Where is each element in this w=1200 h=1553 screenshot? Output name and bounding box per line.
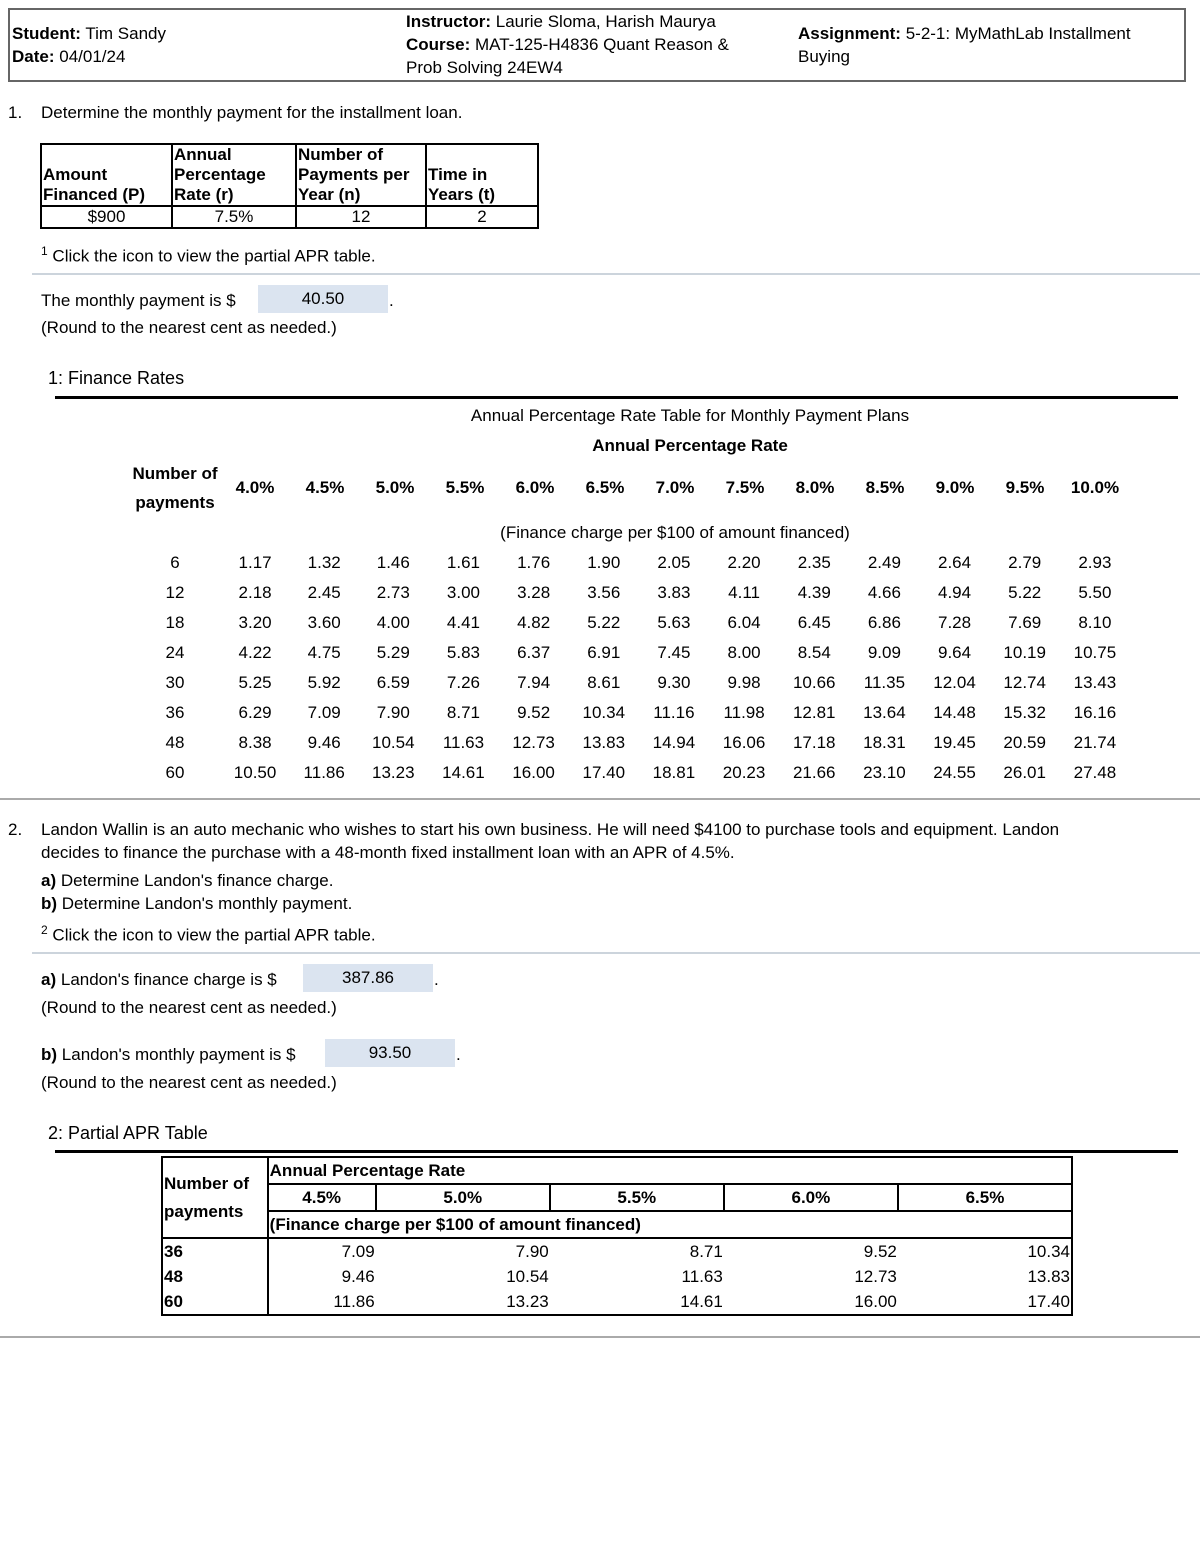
rate-header: 4.5% xyxy=(305,478,345,497)
header-box xyxy=(8,8,1186,82)
payments-count: 60 xyxy=(165,763,185,782)
finance-charge-cell: 4.39 xyxy=(797,583,831,602)
finance-charge-cell: 14.94 xyxy=(652,733,696,752)
finance-charge-cell: 10.66 xyxy=(792,673,836,692)
q2-round-note-b: (Round to the nearest cent as needed.) xyxy=(41,1073,337,1092)
finance-charge-cell: 6.45 xyxy=(797,613,831,632)
finance-charge-cell: 8.71 xyxy=(689,1241,723,1261)
finance-charge-cell: 21.66 xyxy=(792,763,836,782)
finance-charge-cell: 5.92 xyxy=(307,673,341,692)
finance-charge-cell: 9.30 xyxy=(657,673,691,692)
finance-charge-cell: 18.81 xyxy=(652,763,696,782)
q2-footnote-text: Click the icon to view the partial APR table. xyxy=(52,925,376,945)
student-info xyxy=(12,22,166,68)
finance-charge-cell: 2.35 xyxy=(797,553,831,572)
finance-charge-cell: 1.76 xyxy=(517,553,551,572)
finance-charge-cell: 7.09 xyxy=(307,703,341,722)
payments-count: 36 xyxy=(165,703,185,722)
payments-count: 12 xyxy=(165,583,185,602)
finance-charge-cell: 5.63 xyxy=(657,613,691,632)
finance-charge-cell: 3.00 xyxy=(446,583,480,602)
instructor-info xyxy=(406,10,729,79)
finance-charge-cell: 13.83 xyxy=(582,733,626,752)
q2-round-note-a: (Round to the nearest cent as needed.) xyxy=(41,998,337,1017)
finance-charge-cell: 17.40 xyxy=(582,763,626,782)
finance-charge-cell: 9.09 xyxy=(867,643,901,662)
finance-charge-cell: 16.06 xyxy=(722,733,766,752)
finance-charge-cell: 10.34 xyxy=(582,703,626,722)
partial-apr-rule xyxy=(55,1150,1178,1153)
finance-charge-cell: 4.00 xyxy=(376,613,410,632)
finance-rates-rule xyxy=(55,396,1178,399)
rate-header: 7.0% xyxy=(655,478,695,497)
course-label: Course: xyxy=(406,35,471,54)
finance-charge-cell: 10.50 xyxy=(233,763,277,782)
finance-charge-cell: 11.63 xyxy=(442,733,485,752)
finance-charge-cell: 17.18 xyxy=(792,733,836,752)
finance-charge-cell: 20.59 xyxy=(1003,733,1046,752)
finance-charge-cell: 4.11 xyxy=(728,583,760,602)
finance-charge-cell: 6.29 xyxy=(238,703,272,722)
finance-charge-cell: 12.74 xyxy=(1003,673,1046,692)
assignment-info xyxy=(798,22,1131,68)
finance-charge-cell: 4.75 xyxy=(307,643,341,662)
finance-charge-cell: 6.37 xyxy=(517,643,551,662)
rate-header: 4.0% xyxy=(235,478,275,497)
finance-charge-cell: 8.54 xyxy=(797,643,831,662)
finance-charge-cell: 13.83 xyxy=(898,1264,1072,1289)
finance-charge-cell: 19.45 xyxy=(933,733,976,752)
q2-footnote[interactable] xyxy=(41,919,376,947)
q1-answer-prefix: The monthly payment is $ xyxy=(41,291,236,310)
finance-charge-cell: 2.05 xyxy=(657,553,691,572)
q2-part-a: a) Determine Landon's finance charge. xyxy=(41,871,334,890)
assignment-name: 5-2-1: MyMathLab Installment xyxy=(905,24,1131,43)
finance-charge-cell: 2.64 xyxy=(938,553,972,572)
finance-charge-cell: 2.73 xyxy=(376,583,410,602)
partial-rate-header: 4.5% xyxy=(268,1184,376,1211)
finance-charge-cell: 13.64 xyxy=(863,703,906,722)
partial-rate-header: 6.5% xyxy=(898,1184,1072,1211)
finance-charge-cell: 3.56 xyxy=(587,583,621,602)
finance-charge-cell: 5.25 xyxy=(238,673,272,692)
assignment-label: Assignment: xyxy=(798,24,901,43)
finance-charge-cell: 11.86 xyxy=(303,763,345,782)
finance-charge-cell: 16.00 xyxy=(512,763,555,782)
student-name: Tim Sandy xyxy=(85,24,166,43)
partial-apr-header: Annual Percentage Rate xyxy=(268,1157,1072,1184)
q1-round-note: (Round to the nearest cent as needed.) xyxy=(41,318,337,337)
partial-rows-header: Number of payments xyxy=(162,1157,268,1238)
table-row xyxy=(130,668,1130,698)
finance-charge-cell: 6.91 xyxy=(587,643,621,662)
finance-charge-cell: 13.23 xyxy=(372,763,415,782)
finance-charge-cell: 7.94 xyxy=(517,673,551,692)
finance-charge-cell: 13.23 xyxy=(376,1289,550,1315)
partial-apr-title: 2: Partial APR Table xyxy=(48,1123,208,1143)
q1-answer-input[interactable]: 40.50 xyxy=(258,285,388,313)
q1-prompt: Determine the monthly payment for the installment loan. xyxy=(41,103,463,122)
loan-header-payments: Number of Payments per Year (n) xyxy=(296,144,426,206)
table-row xyxy=(130,608,1130,638)
finance-charge-cell: 5.22 xyxy=(587,613,621,632)
payments-count: 18 xyxy=(165,613,185,632)
table-row xyxy=(162,1289,1072,1315)
q2-answer-b-line: b) Landon's monthly payment is $ xyxy=(41,1045,296,1064)
q1-end-divider xyxy=(0,798,1200,800)
finance-charge-cell: 11.98 xyxy=(723,703,765,722)
partial-subheader: (Finance charge per $100 of amount financed) xyxy=(268,1211,1072,1238)
finance-charge-cell: 14.48 xyxy=(933,703,976,722)
q1-divider xyxy=(32,273,1200,275)
q1-footnote-text: Click the icon to view the partial APR table. xyxy=(52,246,376,266)
rate-header: 10.0% xyxy=(1070,478,1120,497)
q2-answer-b-input[interactable]: 93.50 xyxy=(325,1039,455,1067)
finance-charge-cell: 5.83 xyxy=(446,643,480,662)
finance-charge-cell: 7.90 xyxy=(376,703,410,722)
table-row xyxy=(162,1264,1072,1289)
finance-charge-cell: 9.98 xyxy=(727,673,761,692)
loan-value-rate: 7.5% xyxy=(172,206,296,228)
payments-count: 36 xyxy=(162,1238,268,1264)
finance-charge-cell: 10.19 xyxy=(1003,643,1046,662)
finance-charge-cell: 11.86 xyxy=(268,1289,376,1315)
q2-answer-a-suffix: . xyxy=(434,970,439,989)
finance-charge-cell: 10.75 xyxy=(1073,643,1117,662)
apr-table-title: Annual Percentage Rate Table for Monthly Payment Plans xyxy=(470,406,910,425)
finance-charge-cell: 7.28 xyxy=(938,613,972,632)
finance-charge-cell: 7.69 xyxy=(1008,613,1042,632)
finance-charge-cell: 2.45 xyxy=(307,583,341,602)
footnote-icon[interactable]: 1 xyxy=(41,244,48,258)
finance-charge-cell: 3.60 xyxy=(307,613,341,632)
partial-rate-header: 6.0% xyxy=(724,1184,898,1211)
q2-part-b: b) Determine Landon's monthly payment. xyxy=(41,894,353,913)
finance-charge-cell: 8.61 xyxy=(587,673,621,692)
finance-charge-cell: 1.46 xyxy=(376,553,410,572)
finance-charge-cell: 11.16 xyxy=(653,703,695,722)
q2-end-divider xyxy=(0,1336,1200,1338)
apr-table-header: Annual Percentage Rate xyxy=(592,436,788,455)
finance-charge-cell: 11.63 xyxy=(681,1266,723,1286)
finance-charge-cell: 13.43 xyxy=(1073,673,1117,692)
table-row xyxy=(130,638,1130,668)
loan-table xyxy=(40,143,539,229)
q2-prompt-line1: Landon Wallin is an auto mechanic who wishes to start his own business. He will need $4100 to purchase tools and equipment. Landon xyxy=(41,820,1060,839)
finance-charge-cell: 7.45 xyxy=(657,643,691,662)
finance-charge-cell: 21.74 xyxy=(1073,733,1117,752)
finance-charge-cell: 2.49 xyxy=(867,553,901,572)
finance-charge-cell: 2.20 xyxy=(727,553,761,572)
rate-header: 6.5% xyxy=(585,478,625,497)
finance-charge-cell: 1.17 xyxy=(238,553,272,572)
finance-charge-cell: 12.81 xyxy=(792,703,836,722)
q1-answer-suffix: . xyxy=(389,291,394,310)
finance-charge-cell: 12.04 xyxy=(933,673,976,692)
finance-charge-cell: 27.48 xyxy=(1073,763,1117,782)
finance-charge-cell: 4.22 xyxy=(238,643,272,662)
finance-charge-cell: 11.35 xyxy=(863,673,906,692)
finance-charge-cell: 12.73 xyxy=(854,1266,897,1286)
course-name: MAT-125-H4836 Quant Reason & xyxy=(474,35,729,54)
q2-number: 2. xyxy=(8,820,23,839)
finance-charge-cell: 6.04 xyxy=(727,613,761,632)
rate-header: 5.0% xyxy=(375,478,415,497)
q2-divider xyxy=(32,952,1200,954)
finance-charge-cell: 9.46 xyxy=(307,733,341,752)
loan-value-amount: $900 xyxy=(41,206,172,228)
finance-charge-cell: 20.23 xyxy=(722,763,766,782)
rate-header: 5.5% xyxy=(445,478,485,497)
finance-charge-cell: 9.52 xyxy=(517,703,551,722)
finance-charge-cell: 2.79 xyxy=(1008,553,1042,572)
rate-header: 6.0% xyxy=(515,478,555,497)
finance-rates-title: 1: Finance Rates xyxy=(48,368,185,388)
finance-charge-cell: 26.01 xyxy=(1003,763,1046,782)
loan-header-amount: Amount Financed (P) xyxy=(41,144,172,206)
q2-answer-a-input[interactable]: 387.86 xyxy=(303,964,433,992)
rows-header: Number of payments xyxy=(132,464,218,512)
finance-charge-cell: 12.73 xyxy=(512,733,555,752)
finance-charge-cell: 10.34 xyxy=(898,1238,1072,1264)
rate-header: 8.0% xyxy=(795,478,835,497)
finance-charge-cell: 7.90 xyxy=(515,1241,549,1261)
partial-apr-table xyxy=(161,1156,1073,1316)
q2-answer-a-line: a) Landon's finance charge is $ xyxy=(41,970,277,989)
finance-charge-cell: 6.59 xyxy=(376,673,410,692)
q1-number: 1. xyxy=(8,103,23,122)
rate-headers xyxy=(220,458,1130,518)
table-row xyxy=(130,548,1130,578)
payments-count: 24 xyxy=(165,643,185,662)
finance-charge-cell: 14.61 xyxy=(442,763,485,782)
loan-header-rate: Annual Percentage Rate (r) xyxy=(172,144,296,206)
assignment-name-line2: Buying xyxy=(798,47,850,66)
payments-count: 6 xyxy=(170,553,180,572)
finance-charge-cell: 3.83 xyxy=(657,583,691,602)
finance-charge-cell: 2.18 xyxy=(238,583,272,602)
partial-rate-header: 5.5% xyxy=(550,1184,724,1211)
finance-charge-cell: 8.00 xyxy=(727,643,761,662)
finance-charge-cell: 17.40 xyxy=(898,1289,1072,1315)
q2-answer-b-suffix: . xyxy=(456,1045,461,1064)
q1-answer-line xyxy=(41,289,236,312)
footnote-icon[interactable]: 2 xyxy=(41,923,48,937)
instructor-name: Laurie Sloma, Harish Maurya xyxy=(495,12,716,31)
finance-charge-cell: 7.26 xyxy=(446,673,480,692)
finance-charge-cell: 9.46 xyxy=(341,1266,375,1286)
table-row xyxy=(130,698,1130,728)
date-value: 04/01/24 xyxy=(59,47,126,66)
loan-value-time: 2 xyxy=(426,206,538,228)
finance-charge-cell: 16.00 xyxy=(724,1289,898,1315)
rate-header: 8.5% xyxy=(865,478,905,497)
finance-charge-cell: 3.20 xyxy=(238,613,272,632)
finance-charge-cell: 10.54 xyxy=(372,733,415,752)
date-label: Date: xyxy=(12,47,55,66)
table-row xyxy=(130,758,1130,788)
finance-charge-cell: 8.71 xyxy=(446,703,480,722)
finance-rates-table xyxy=(130,458,1130,788)
table-row xyxy=(162,1238,1072,1264)
finance-charge-cell: 4.41 xyxy=(446,613,480,632)
finance-charge-cell: 1.61 xyxy=(446,553,480,572)
finance-charge-cell: 4.94 xyxy=(938,583,972,602)
finance-charge-cell: 23.10 xyxy=(863,763,906,782)
finance-charge-cell: 1.32 xyxy=(307,553,341,572)
table-row xyxy=(130,578,1130,608)
payments-count: 48 xyxy=(165,733,185,752)
finance-charge-cell: 8.38 xyxy=(238,733,272,752)
rate-header: 9.0% xyxy=(935,478,975,497)
instructor-label: Instructor: xyxy=(406,12,491,31)
finance-charge-cell: 18.31 xyxy=(863,733,906,752)
finance-charge-cell: 16.16 xyxy=(1073,703,1117,722)
finance-charge-cell: 5.29 xyxy=(376,643,410,662)
finance-charge-cell: 10.54 xyxy=(506,1266,549,1286)
finance-charge-cell: 9.52 xyxy=(863,1241,897,1261)
finance-charge-cell: 14.61 xyxy=(550,1289,724,1315)
loan-header-time: Time in Years (t) xyxy=(426,144,538,206)
finance-charge-cell: 5.50 xyxy=(1078,583,1112,602)
finance-charge-cell: 1.90 xyxy=(587,553,621,572)
loan-value-payments: 12 xyxy=(296,206,426,228)
finance-charge-cell: 7.09 xyxy=(341,1241,375,1261)
course-name-line2: Prob Solving 24EW4 xyxy=(406,58,563,77)
finance-subheader: (Finance charge per $100 of amount financed) xyxy=(500,523,850,542)
finance-charge-cell: 9.64 xyxy=(938,643,972,662)
student-label: Student: xyxy=(12,24,81,43)
payments-count: 48 xyxy=(162,1264,268,1289)
rate-header: 9.5% xyxy=(1005,478,1045,497)
q2-prompt-line2: decides to finance the purchase with a 48-month fixed installment loan with an APR of 4.5%. xyxy=(41,843,735,862)
finance-charge-cell: 3.28 xyxy=(517,583,551,602)
finance-charge-cell: 15.32 xyxy=(1003,703,1046,722)
q1-footnote[interactable] xyxy=(41,240,376,268)
finance-charge-cell: 6.86 xyxy=(867,613,901,632)
payments-count: 60 xyxy=(162,1289,268,1315)
rate-header: 7.5% xyxy=(725,478,765,497)
finance-charge-cell: 2.93 xyxy=(1078,553,1112,572)
finance-charge-cell: 8.10 xyxy=(1078,613,1112,632)
finance-charge-cell: 5.22 xyxy=(1008,583,1042,602)
finance-charge-cell: 4.66 xyxy=(867,583,901,602)
table-row xyxy=(130,728,1130,758)
payments-count: 30 xyxy=(165,673,185,692)
finance-charge-cell: 24.55 xyxy=(933,763,976,782)
finance-charge-cell: 4.82 xyxy=(517,613,551,632)
partial-rate-header: 5.0% xyxy=(376,1184,550,1211)
